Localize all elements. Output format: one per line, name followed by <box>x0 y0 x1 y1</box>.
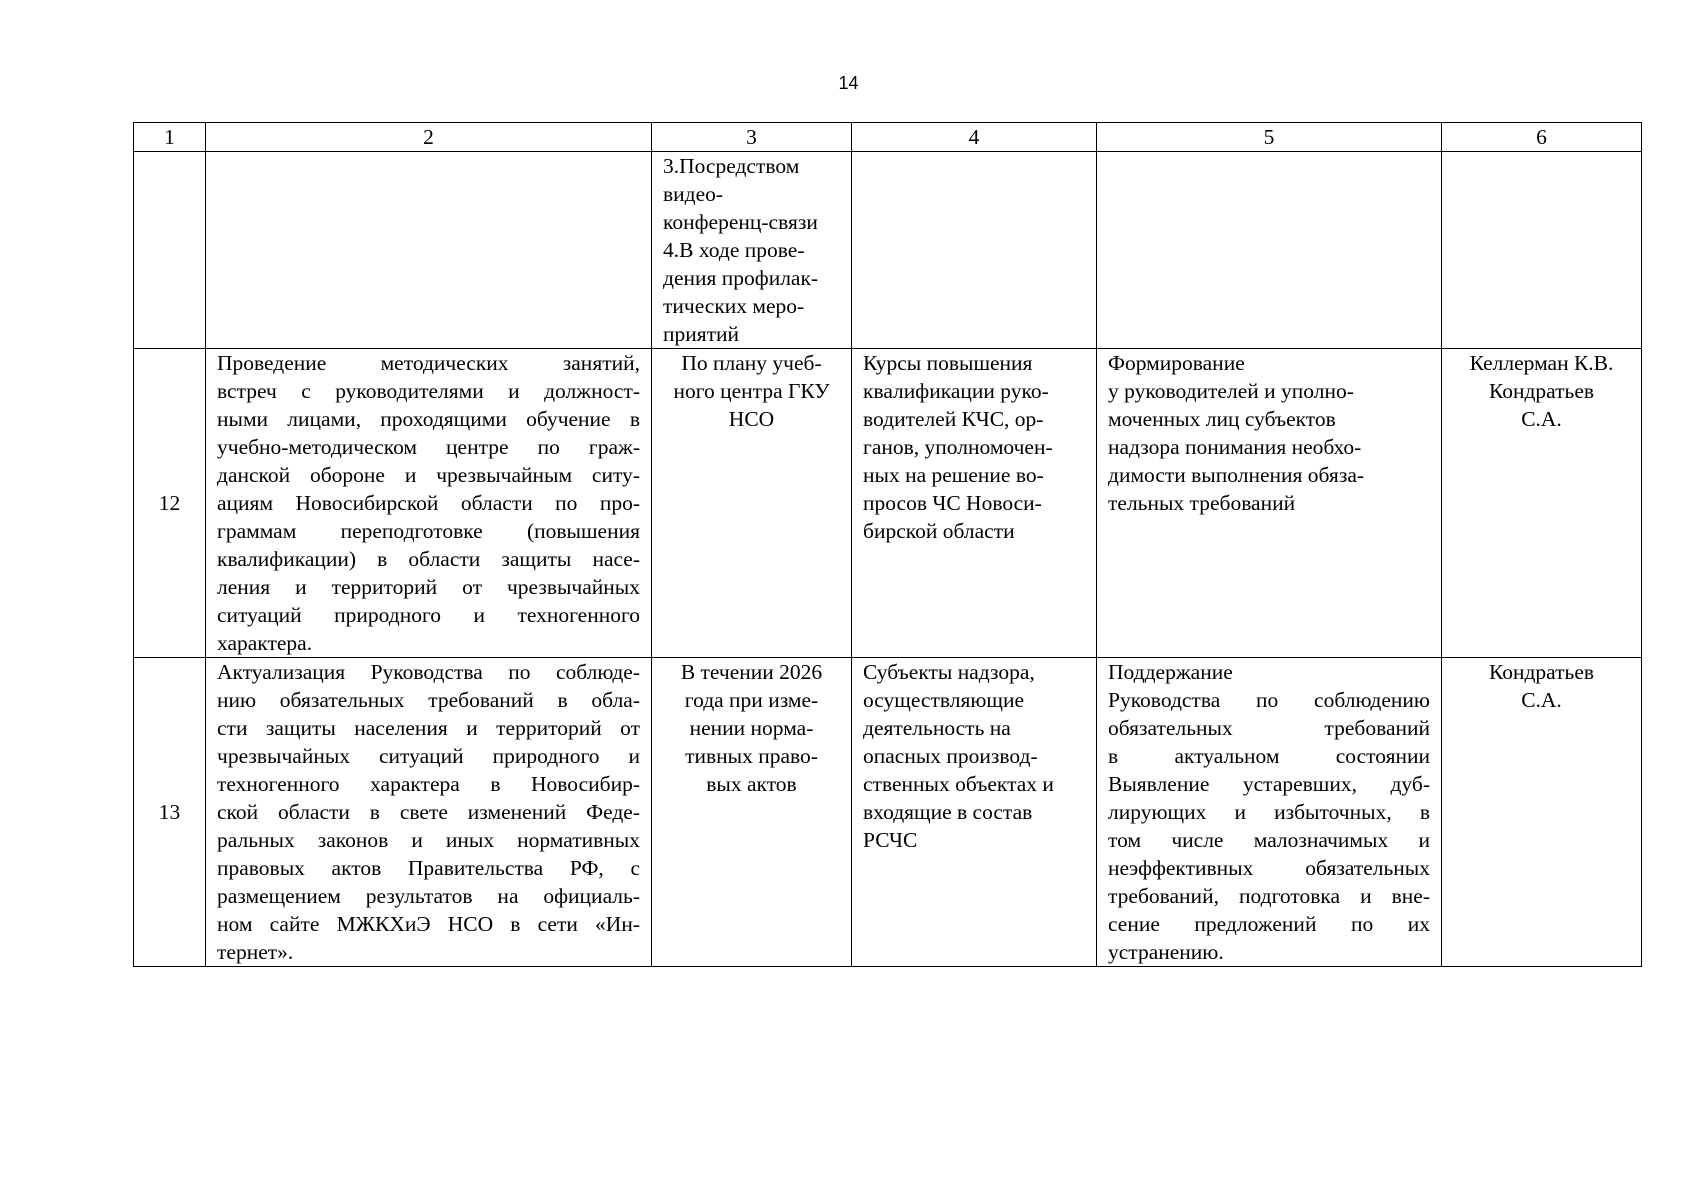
cell-text-line: тернет». <box>217 940 294 964</box>
cell-text-line: димости выполнения обяза- <box>1108 463 1365 487</box>
cell-text-line: Руководства по соблюдению <box>1108 688 1430 712</box>
cell-text-line: дения профилак- <box>663 266 819 290</box>
audience-cell <box>852 152 1097 349</box>
cell-text-line: ного центра ГКУ <box>673 379 830 403</box>
cell-text-line: лирующих и избыточных, в <box>1108 800 1430 824</box>
cell-text-line: неэффективных обязательных <box>1108 856 1430 880</box>
cell-text-line: С.А. <box>1521 688 1562 712</box>
row-number-cell: 12 <box>134 349 206 658</box>
cell-text-line: нию обязательных требований в обла- <box>217 688 640 712</box>
cell-text-line: РСЧС <box>863 828 918 852</box>
cell-text-line: Кондратьев <box>1488 660 1595 684</box>
cell-text-line: Поддержание <box>1108 660 1233 684</box>
cell-text-line: бирской области <box>863 519 1015 543</box>
cell-text-line: С.А. <box>1521 407 1562 431</box>
cell-text-line: том числе малозначимых и <box>1108 828 1430 852</box>
cell-text-line: осуществляющие <box>863 688 1025 712</box>
cell-text-line: водителей КЧС, ор- <box>863 407 1044 431</box>
cell-text-line: По плану учеб- <box>681 351 822 375</box>
column-header: 2 <box>206 123 652 152</box>
cell-text-line: квалификации руко- <box>863 379 1049 403</box>
column-number-row <box>134 123 1642 152</box>
cell-text-line: граммам переподготовке (повышения <box>217 519 640 543</box>
cell-text-line: сение предложений по их <box>1108 912 1430 936</box>
column-header: 4 <box>852 123 1097 152</box>
cell-text-line: опасных производ- <box>863 744 1038 768</box>
cell-text-line: правовых актов Правительства РФ, с <box>217 856 640 880</box>
responsible-cell <box>1442 152 1642 349</box>
cell-text-line: просов ЧС Новоси- <box>863 491 1042 515</box>
activity-cell <box>206 152 652 349</box>
cell-text-line: вых актов <box>706 772 797 796</box>
table-row <box>134 658 1642 967</box>
cell-text-line: ральных законов и иных нормативных <box>217 828 640 852</box>
audience-cell <box>852 658 1097 967</box>
cell-text-line: встреч с руководителями и должност- <box>217 379 640 403</box>
cell-text-line: ственных объектах и <box>863 772 1054 796</box>
cell-text-line: тельных требований <box>1108 491 1296 515</box>
cell-text-line: деятельность на <box>863 716 1011 740</box>
cell-text-line: сти защиты населения и территорий от <box>217 716 640 740</box>
cell-text-line: чрезвычайных ситуаций природного и <box>217 744 640 768</box>
column-header: 5 <box>1097 123 1442 152</box>
result-cell <box>1097 152 1442 349</box>
cell-text-line: 3.Посредством <box>663 154 800 178</box>
result-cell <box>1097 349 1442 658</box>
cell-text-line: входящие в состав <box>863 800 1033 824</box>
cell-text-line: моченных лиц субъектов <box>1108 407 1336 431</box>
cell-text-line: надзора понимания необхо- <box>1108 435 1362 459</box>
cell-text-line: нении норма- <box>689 716 814 740</box>
cell-text-line: ных на решение во- <box>863 463 1044 487</box>
cell-text-line: учебно-методическом центре по граж- <box>217 435 640 459</box>
page-number: 14 <box>838 73 859 93</box>
cell-text-line: года при изме- <box>684 688 819 712</box>
cell-text-line: в актуальном состоянии <box>1108 744 1430 768</box>
cell-text-line: Курсы повышения <box>863 351 1033 375</box>
cell-text-line: ситуаций природного и техногенного <box>217 603 640 627</box>
cell-text-line: ациям Новосибирской области по про- <box>217 491 640 515</box>
responsible-cell <box>1442 658 1642 967</box>
row-number-cell <box>134 152 206 349</box>
cell-text-line: данской обороне и чрезвычайным ситу- <box>217 463 640 487</box>
cell-text-line: ганов, уполномочен- <box>863 435 1053 459</box>
cell-text-line: видео- <box>663 182 724 206</box>
cell-text-line: Келлерман К.В. <box>1469 351 1614 375</box>
result-cell <box>1097 658 1442 967</box>
cell-text-line: устранению. <box>1108 940 1224 964</box>
cell-text-line: у руководителей и уполно- <box>1108 379 1354 403</box>
cell-text-line: характера. <box>217 631 313 655</box>
cell-text-line: тивных право- <box>685 744 818 768</box>
column-header: 1 <box>134 123 206 152</box>
cell-text-line: В течении 2026 <box>680 660 823 684</box>
activity-cell <box>206 658 652 967</box>
cell-text-line: Актуализация Руководства по соблюде- <box>217 660 640 684</box>
method-cell <box>652 658 852 967</box>
row-number-cell: 13 <box>134 658 206 967</box>
cell-text-line: Кондратьев <box>1488 379 1595 403</box>
cell-text-line: ления и территорий от чрезвычайных <box>217 575 640 599</box>
cell-text-line: ской области в свете изменений Феде- <box>217 800 640 824</box>
cell-text-line: обязательных требований <box>1108 716 1430 740</box>
cell-text-line: техногенного характера в Новосибир- <box>217 772 640 796</box>
cell-text-line: квалификации) в области защиты насе- <box>217 547 640 571</box>
column-header: 6 <box>1442 123 1642 152</box>
cell-text-line: Формирование <box>1108 351 1245 375</box>
cell-text-line: требований, подготовка и вне- <box>1108 884 1430 908</box>
method-cell <box>652 349 852 658</box>
audience-cell <box>852 349 1097 658</box>
cell-text-line: размещением результатов на официаль- <box>217 884 640 908</box>
table-row <box>134 349 1642 658</box>
cell-text-line: конференц-связи <box>663 210 818 234</box>
plan-table <box>133 122 1642 967</box>
cell-text-line: ными лицами, проходящими обучение в <box>217 407 640 431</box>
activity-cell <box>206 349 652 658</box>
cell-text-line: 4.В ходе прове- <box>663 238 805 262</box>
cell-text-line: Проведение методических занятий, <box>217 351 640 375</box>
cell-text-line: ном сайте МЖКХиЭ НСО в сети «Ин- <box>217 912 640 936</box>
column-header: 3 <box>652 123 852 152</box>
cell-text-line: тических меро- <box>663 294 805 318</box>
cell-text-line: Субъекты надзора, <box>863 660 1035 684</box>
method-cell <box>652 152 852 349</box>
cell-text-line: приятий <box>663 322 740 346</box>
cell-text-line: НСО <box>728 407 775 431</box>
table-row <box>134 152 1642 349</box>
responsible-cell <box>1442 349 1642 658</box>
cell-text-line: Выявление устаревших, дуб- <box>1108 772 1430 796</box>
